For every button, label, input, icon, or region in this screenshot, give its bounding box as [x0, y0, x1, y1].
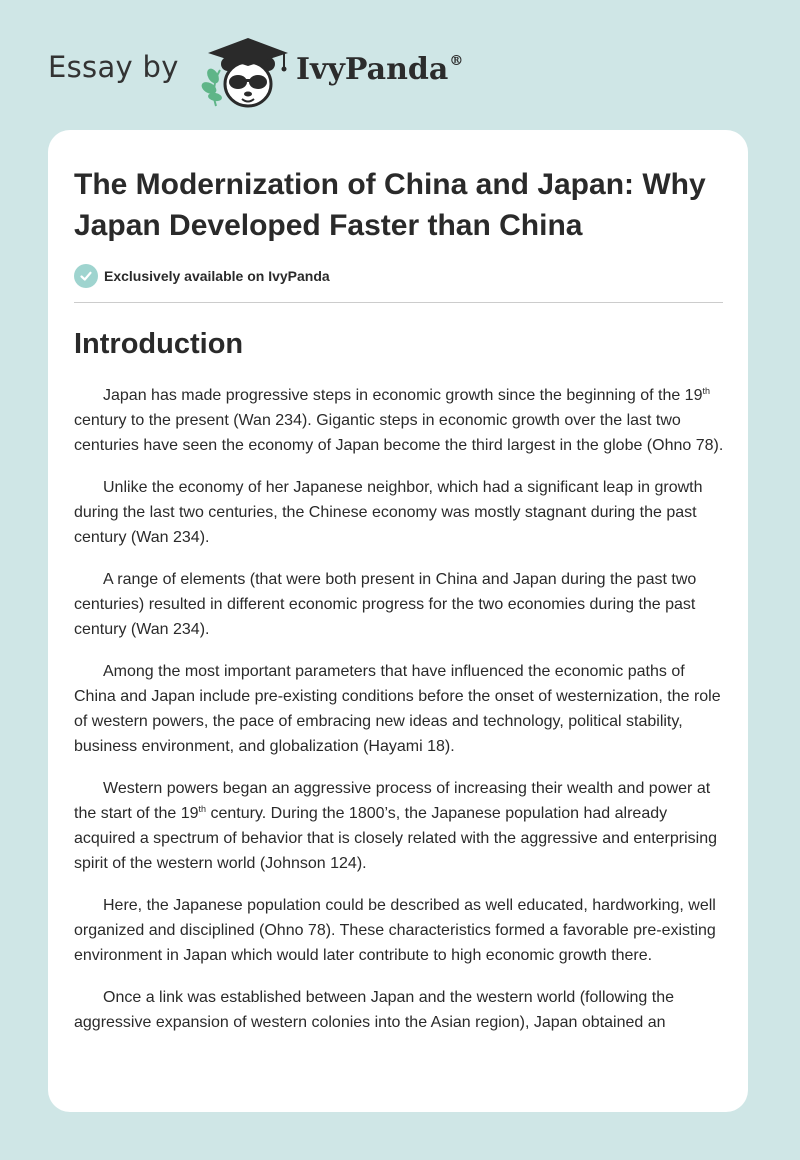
panda-logo-icon[interactable]	[200, 36, 296, 110]
section-heading: Introduction	[74, 328, 244, 360]
ordinal-suffix: th	[198, 804, 207, 814]
divider	[74, 302, 723, 303]
essay-title: The Modernization of China and Japan: Why Japan Developed Faster than China	[74, 168, 706, 242]
paragraph-text: Japan has made progressive steps in economic growth since the beginning of the 19	[103, 387, 703, 404]
exclusive-badge	[74, 264, 330, 288]
exclusive-badge-label: Exclusively available on IvyPanda	[104, 268, 330, 284]
check-icon	[74, 264, 98, 288]
paragraph-text: century to the present (Wan 234). Gigantic steps in economic growth over the last two centuries have seen the economy of Japan become the third largest in the globe (Ohno 78).	[74, 412, 724, 454]
site-header	[0, 0, 800, 130]
paragraph: Once a link was established between Japan and the western world (following the aggressive expansion of western colonies into the Asian region), Japan obtained an	[74, 989, 674, 1031]
brand-text: IvyPanda	[296, 52, 449, 87]
paragraph: Among the most important parameters that have influenced the economic paths of China and Japan include pre-existing conditions before the onset of westernization, the role of western powers, the pace of embracing new ideas and technology, political stability, business environment, and globalization (Hayami 18).	[74, 663, 721, 755]
brand-name[interactable]	[296, 52, 463, 87]
essay-body	[74, 383, 726, 1052]
essay-card	[48, 130, 748, 1112]
essay-by-label: Essay by	[48, 50, 179, 84]
paragraph: Unlike the economy of her Japanese neighbor, which had a significant leap in growth during the last two centuries, the Chinese economy was mostly stagnant during the past century (Wan 234).	[74, 479, 703, 546]
ordinal-suffix: th	[702, 386, 710, 396]
paragraph-text: Western powers began an aggressive process of increasing their wealth and power at the start of the 19	[74, 780, 711, 822]
paragraph: Here, the Japanese population could be described as well educated, hardworking, well organized and disciplined (Ohno 78). These characteristics formed a favorable pre-existing environment in Japan which would later contribute to high economic growth there.	[74, 897, 716, 964]
paragraph	[74, 383, 726, 458]
paragraph: A range of elements (that were both present in China and Japan during the past two centuries) resulted in different economic progress for the two economies during the past century (Wan 234).	[74, 571, 697, 638]
registered-mark: ®	[449, 53, 464, 69]
paragraph	[74, 776, 726, 876]
paragraph-text: century. During the 1800’s, the Japanese population had already acquired a spectrum of behavior that is closely related with the aggressive and enterprising spirit of the western world (Johnson 124).	[74, 805, 718, 872]
